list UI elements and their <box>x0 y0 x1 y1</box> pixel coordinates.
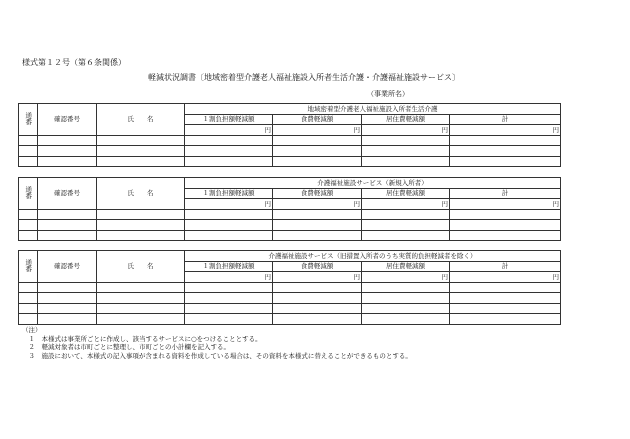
cell[interactable] <box>38 220 97 231</box>
cell[interactable] <box>97 282 185 293</box>
notes <box>22 326 412 360</box>
cell[interactable] <box>38 303 97 314</box>
name-header: 氏 名 <box>97 251 185 283</box>
cell[interactable] <box>185 146 273 157</box>
cell[interactable] <box>362 156 450 167</box>
cell[interactable] <box>38 209 97 220</box>
cell[interactable] <box>19 282 38 293</box>
cell[interactable] <box>273 314 362 325</box>
cell[interactable] <box>450 314 561 325</box>
cell[interactable] <box>38 156 97 167</box>
cell[interactable] <box>97 314 185 325</box>
form-number: 様式第１２号（第６条関係） <box>22 58 126 67</box>
cell[interactable] <box>273 135 362 146</box>
note-item: ２ 軽減対象者は市町ごとに整理し、市町ごとの小計欄を記入する。 <box>28 343 230 352</box>
cell[interactable] <box>38 146 97 157</box>
cell[interactable] <box>273 220 362 231</box>
copay-header: １割負担額軽減額 <box>185 188 273 199</box>
note-item: ３ 施設において、本様式の記入事項が含まれる資料を作成している場合は、その資料を本様式に替えることができるものとする。 <box>28 351 412 360</box>
serial-header: 通番 <box>19 104 38 136</box>
cell[interactable] <box>19 209 38 220</box>
cell[interactable] <box>450 303 561 314</box>
cell[interactable] <box>273 282 362 293</box>
cell[interactable] <box>185 135 273 146</box>
cell[interactable] <box>19 293 38 304</box>
yen-label: 円 <box>450 125 561 136</box>
cell[interactable] <box>362 303 450 314</box>
cell[interactable] <box>38 230 97 241</box>
cell[interactable] <box>362 220 450 231</box>
cell[interactable] <box>362 230 450 241</box>
cell[interactable] <box>273 156 362 167</box>
office-name-label: （事業所名） <box>367 90 409 98</box>
section-header: 介護福祉施設サービス（旧措置入所者のうち実質的負担軽減者を除く） <box>185 251 561 262</box>
yen-label: 円 <box>362 125 450 136</box>
table-row <box>19 303 561 314</box>
cell[interactable] <box>38 314 97 325</box>
cell[interactable] <box>97 146 185 157</box>
cell[interactable] <box>450 209 561 220</box>
cell[interactable] <box>362 314 450 325</box>
cell[interactable] <box>185 282 273 293</box>
cell[interactable] <box>185 293 273 304</box>
copay-header: １割負担額軽減額 <box>185 261 273 272</box>
food-header: 食費軽減額 <box>273 114 362 125</box>
cell[interactable] <box>97 230 185 241</box>
cell[interactable] <box>19 220 38 231</box>
cell[interactable] <box>19 314 38 325</box>
residence-header: 居住費軽減額 <box>362 188 450 199</box>
cell[interactable] <box>362 135 450 146</box>
name-header: 氏 名 <box>97 178 185 210</box>
cell[interactable] <box>38 135 97 146</box>
serial-header: 通番 <box>19 178 38 210</box>
cell[interactable] <box>450 293 561 304</box>
table-row <box>19 146 561 157</box>
cell[interactable] <box>97 156 185 167</box>
table-row <box>19 314 561 325</box>
cell[interactable] <box>450 220 561 231</box>
confirm-number-header: 確認番号 <box>38 104 97 136</box>
cell[interactable] <box>185 303 273 314</box>
cell[interactable] <box>450 135 561 146</box>
yen-label: 円 <box>450 272 561 283</box>
document-title: 軽減状況調書〔地域密着型介護老人福祉施設入所者生活介護・介護福祉施設サービス〕 <box>148 73 460 82</box>
cell[interactable] <box>185 156 273 167</box>
cell[interactable] <box>273 293 362 304</box>
table-row <box>19 220 561 231</box>
yen-label: 円 <box>273 125 362 136</box>
cell[interactable] <box>273 303 362 314</box>
yen-label: 円 <box>185 125 273 136</box>
notes-heading: （注） <box>22 326 42 334</box>
cell[interactable] <box>362 293 450 304</box>
cell[interactable] <box>97 220 185 231</box>
table-row <box>19 156 561 167</box>
cell[interactable] <box>97 209 185 220</box>
yen-label: 円 <box>185 272 273 283</box>
serial-header: 通番 <box>19 251 38 283</box>
section-table-2 <box>18 177 561 241</box>
cell[interactable] <box>362 146 450 157</box>
total-header: 計 <box>450 261 561 272</box>
confirm-number-header: 確認番号 <box>38 178 97 210</box>
cell[interactable] <box>450 146 561 157</box>
confirm-number-header: 確認番号 <box>38 251 97 283</box>
cell[interactable] <box>97 293 185 304</box>
table-row <box>19 282 561 293</box>
food-header: 食費軽減額 <box>273 261 362 272</box>
cell[interactable] <box>362 209 450 220</box>
cell[interactable] <box>273 230 362 241</box>
yen-label: 円 <box>362 199 450 210</box>
cell[interactable] <box>19 303 38 314</box>
cell[interactable] <box>450 282 561 293</box>
section-header: 地域密着型介護老人福祉施設入所者生活介護 <box>185 104 561 115</box>
section-table-3 <box>18 250 561 325</box>
cell[interactable] <box>19 230 38 241</box>
total-header: 計 <box>450 114 561 125</box>
yen-label: 円 <box>362 272 450 283</box>
cell[interactable] <box>19 156 38 167</box>
copay-header: １割負担額軽減額 <box>185 114 273 125</box>
table-row <box>19 209 561 220</box>
section-table-1 <box>18 103 561 167</box>
food-header: 食費軽減額 <box>273 188 362 199</box>
yen-label: 円 <box>185 199 273 210</box>
cell[interactable] <box>273 146 362 157</box>
yen-label: 円 <box>273 272 362 283</box>
residence-header: 居住費軽減額 <box>362 261 450 272</box>
yen-label: 円 <box>450 199 561 210</box>
note-item: １ 本様式は事業所ごとに作成し、該当するサービスに○をつけることとする。 <box>28 334 262 343</box>
name-header: 氏 名 <box>97 104 185 136</box>
yen-label: 円 <box>273 199 362 210</box>
cell[interactable] <box>19 135 38 146</box>
cell[interactable] <box>97 135 185 146</box>
cell[interactable] <box>185 230 273 241</box>
cell[interactable] <box>450 230 561 241</box>
table-row <box>19 230 561 241</box>
cell[interactable] <box>185 314 273 325</box>
cell[interactable] <box>273 209 362 220</box>
total-header: 計 <box>450 188 561 199</box>
cell[interactable] <box>185 220 273 231</box>
cell[interactable] <box>19 146 38 157</box>
residence-header: 居住費軽減額 <box>362 114 450 125</box>
cell[interactable] <box>185 209 273 220</box>
cell[interactable] <box>97 303 185 314</box>
table-row <box>19 293 561 304</box>
cell[interactable] <box>38 282 97 293</box>
cell[interactable] <box>362 282 450 293</box>
cell[interactable] <box>450 156 561 167</box>
table-row <box>19 135 561 146</box>
section-header: 介護福祉施設サービス（新規入所者） <box>185 178 561 189</box>
cell[interactable] <box>38 293 97 304</box>
